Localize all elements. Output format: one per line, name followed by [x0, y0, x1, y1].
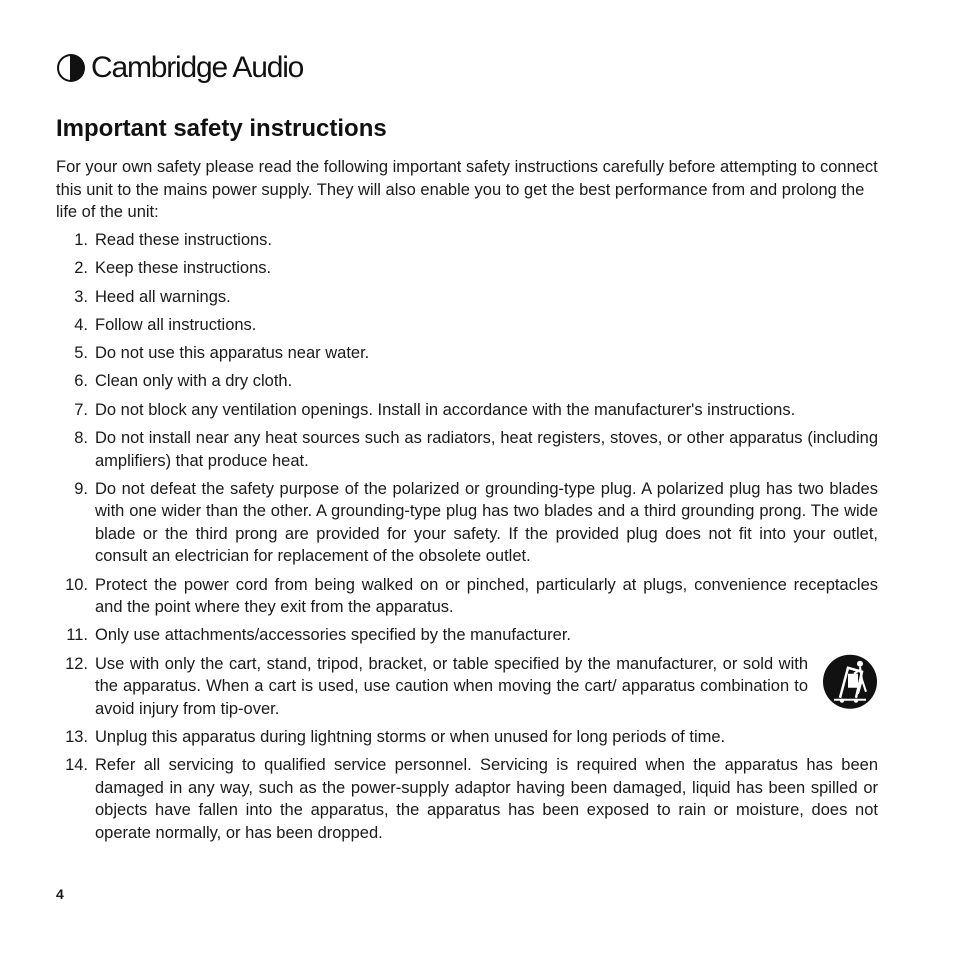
- list-item: [56, 229, 878, 252]
- item-text: Protect the power cord from being walked on or pinched, particularly at plugs, convenience receptacles and the point where they exit from the apparatus.: [95, 575, 878, 617]
- item-text: Do not install near any heat sources such as radiators, heat registers, stoves, or other apparatus (including amplifiers) that produce heat.: [95, 429, 878, 470]
- list-item: [56, 574, 878, 619]
- instruction-list: [56, 229, 878, 850]
- item-number: 5.: [74, 344, 88, 363]
- list-item: [56, 427, 878, 472]
- item-text: Refer all servicing to qualified service personnel. Servicing is required when the apparatus has been damaged in any way, such as the power-supply adaptor having been damaged, liquid has been spilled or objects have fallen into the apparatus, the apparatus has been exposed to rain or moisture, does not operate normally, or has been dropped.: [95, 756, 878, 842]
- cart-tip-over-warning-icon: [822, 643, 878, 721]
- item-number: 7.: [74, 400, 88, 419]
- item-number: 12.: [65, 654, 88, 673]
- item-number: 8.: [74, 429, 88, 448]
- list-item: [56, 624, 878, 647]
- item-number: 14.: [65, 756, 88, 775]
- item-text: Do not block any ventilation openings. Install in accordance with the manufacturer's instructions.: [95, 400, 796, 419]
- item-number: 1.: [74, 231, 88, 249]
- item-number: 2.: [74, 259, 88, 278]
- list-item: [56, 754, 878, 844]
- item-number: 10.: [65, 575, 88, 594]
- cambridge-audio-logo-icon: [56, 53, 86, 83]
- item-text: Only use attachments/accessories specified by the manufacturer.: [95, 626, 571, 645]
- item-text: Unplug this apparatus during lightning storms or when unused for long periods of time.: [95, 728, 726, 747]
- item-text: Do not use this apparatus near water.: [95, 344, 370, 363]
- list-item: [56, 342, 878, 365]
- item-number: 9.: [74, 479, 88, 498]
- item-number: 6.: [74, 372, 88, 391]
- list-item: [56, 314, 878, 337]
- item-number: 13.: [65, 728, 88, 747]
- item-number: 11.: [66, 626, 88, 645]
- item-text: Heed all warnings.: [95, 287, 231, 306]
- list-item: [56, 726, 878, 749]
- item-number: 4.: [74, 315, 88, 334]
- item-text: Use with only the cart, stand, tripod, bracket, or table specified by the manufacturer, or sold with the apparatus. When a cart is used, use caution when moving the cart/ apparatus combination to avoid injury from tip-over.: [95, 654, 808, 718]
- brand-name: Cambridge Audio: [91, 51, 304, 84]
- item-text: Keep these instructions.: [95, 259, 272, 278]
- page-title: Important safety instructions: [56, 115, 387, 142]
- list-item: [56, 286, 878, 309]
- item-text: Do not defeat the safety purpose of the polarized or grounding-type plug. A polarized plug has two blades with one wider than the other. A grounding-type plug has two blades and a third grounding prong. The wide blade or the third prong are provided for your safety. If the provided plug does not fit into your outlet, consult an electrician for replacement of the obsolete outlet.: [95, 479, 878, 566]
- item-text: Clean only with a dry cloth.: [95, 372, 293, 391]
- brand-logo: [56, 50, 303, 86]
- list-item: [56, 370, 878, 393]
- list-item: [56, 478, 878, 568]
- page-number: 4: [56, 886, 64, 902]
- list-item: [56, 653, 878, 721]
- item-text: Follow all instructions.: [95, 315, 257, 334]
- item-number: 3.: [74, 287, 88, 306]
- list-item: [56, 257, 878, 280]
- list-item: [56, 399, 878, 422]
- intro-paragraph: For your own safety please read the following important safety instructions carefully before attempting to connect this unit to the mains power supply. They will also enable you to get the best performance from and prolong the life of the unit:: [56, 158, 878, 221]
- item-text: Read these instructions.: [95, 231, 273, 249]
